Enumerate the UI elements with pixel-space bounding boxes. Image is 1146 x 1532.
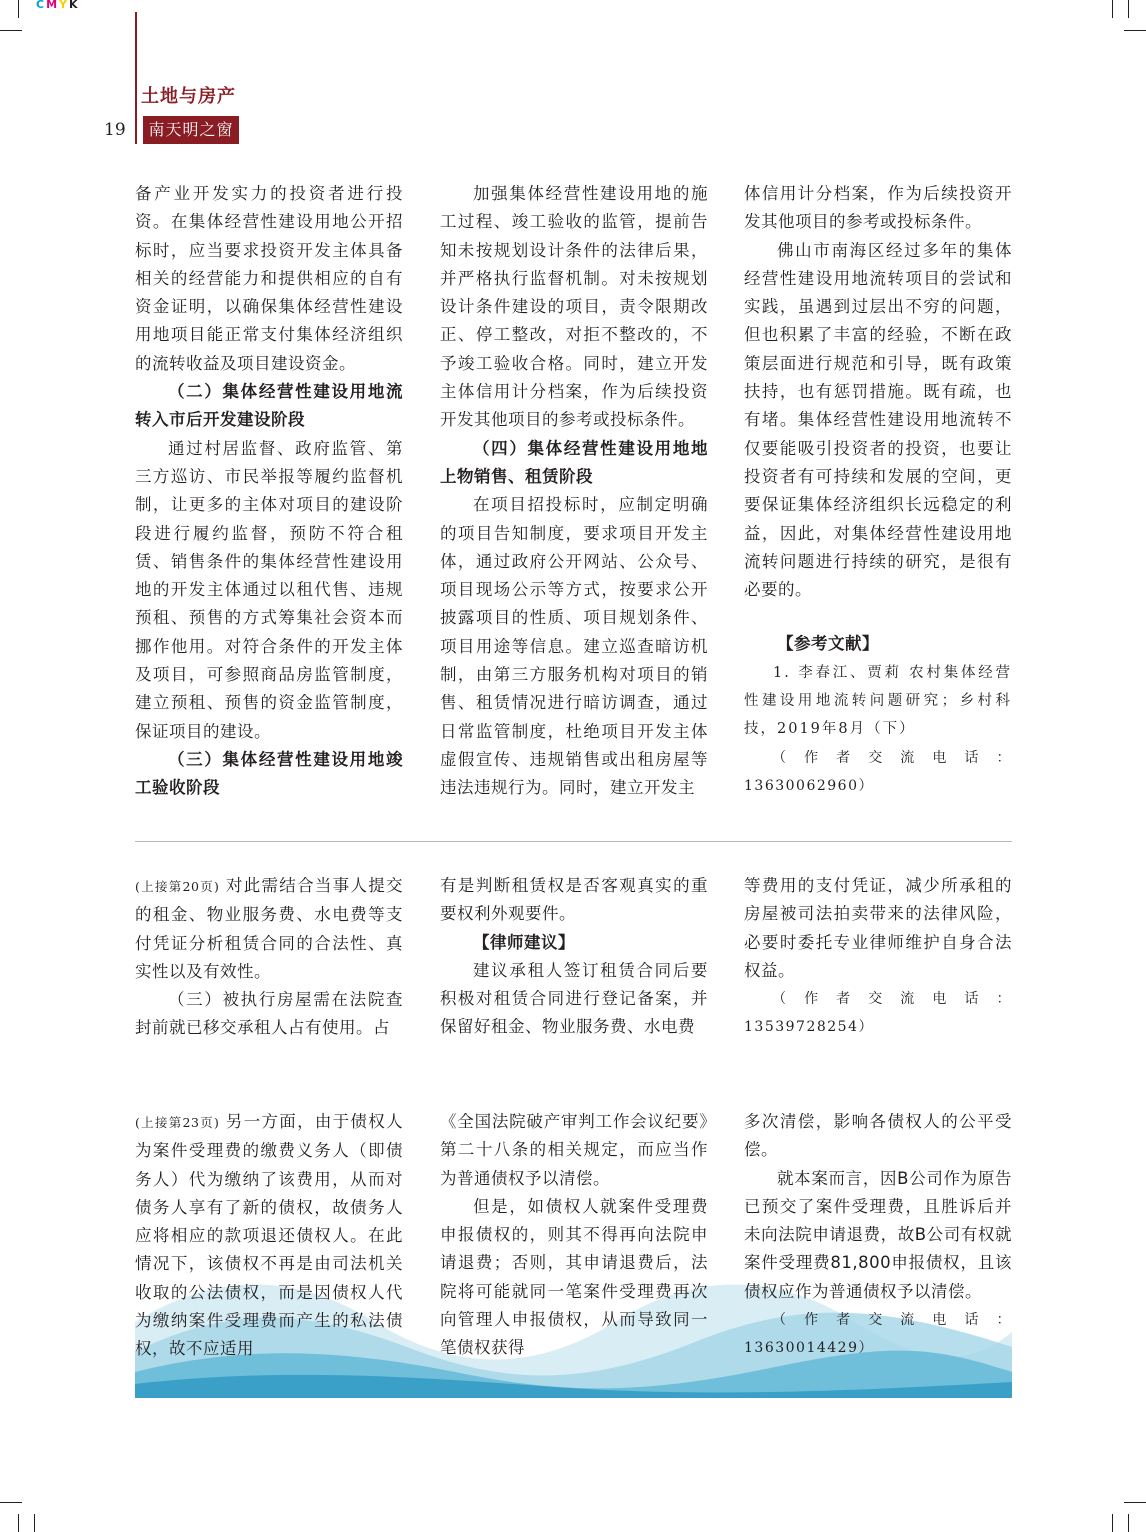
- author-contact: （作者交流电话：13630062960）: [744, 749, 1012, 794]
- cmyk-y: Y: [59, 0, 69, 11]
- article1-column1: [135, 180, 403, 803]
- article2-column3: [744, 872, 1012, 1042]
- crop-mark: [34, 1514, 35, 1532]
- continuation-note: (上接第23页): [135, 1115, 220, 1130]
- crop-mark: [1112, 0, 1113, 18]
- crop-mark: [18, 0, 19, 18]
- header-vertical-rule: [135, 12, 137, 144]
- author-contact: （作者交流电话：13630014429）: [744, 1312, 1012, 1357]
- section-title: 土地与房产: [141, 86, 236, 107]
- crop-mark: [1128, 0, 1129, 18]
- paragraph: 建议承租人签订租赁合同后要积极对租赁合同进行登记备案，并保留好租金、物业服务费、水电费: [440, 960, 708, 1037]
- article3-column1: [135, 1108, 403, 1364]
- article3-column3: [744, 1108, 1012, 1363]
- cmyk-c: C: [36, 0, 47, 11]
- continuation-note: (上接第20页): [135, 879, 220, 894]
- paragraph: 加强集体经营性建设用地的施工过程、竣工验收的监管，提前告知未按规划设计条件的法律后果，并严格执行监督机制。对未按规划设计条件建设的项目，责令限期改正、停工整改，对拒不整改的，不予竣工验收合格。同时，建立开发主体信用计分档案，作为后续投资开发其他项目的参考或投标条件。: [440, 184, 708, 430]
- cmyk-m: M: [46, 0, 60, 11]
- paragraph-text: 另一方面，由于债权人为案件受理费的缴费义务人（即债务人）代为缴纳了该费用，从而对债务人享有了新的债权，故债务人应将相应的款项退还债权人。在此情况下，该债权不再是由司法机关收取的公法债权，而是因债权人代为缴纳案件受理费而产生的私法债权，故不应适用: [135, 1112, 403, 1359]
- author-contact: （作者交流电话：13539728254）: [744, 991, 1012, 1036]
- cmyk-label: [36, 0, 80, 11]
- paragraph-text: 对此需结合当事人提交的租金、物业服务费、水电费等支付凭证分析租赁合同的合法性、真实性以及有效性。: [135, 876, 403, 981]
- paragraph: 但是，如债权人就案件受理费申报债权的，则其不得再向法院申请退费；否则，其申请退费后，法院将可能就同一笔案件受理费再次向管理人申报债权，从而导致同一笔债权获得: [440, 1196, 708, 1358]
- paragraph: [135, 872, 403, 986]
- cmyk-k: K: [69, 0, 80, 11]
- crop-mark: [0, 1502, 22, 1503]
- crop-mark: [18, 1514, 19, 1532]
- crop-mark: [1124, 1502, 1146, 1503]
- crop-mark: [1128, 1514, 1129, 1532]
- paragraph: 《全国法院破产审判工作会议纪要》第二十八条的相关规定，而应当作为普通债权予以清偿。: [440, 1112, 708, 1188]
- crop-mark: [1124, 30, 1146, 31]
- paragraph: [135, 1108, 403, 1364]
- section-heading: 【律师建议】: [473, 932, 575, 952]
- references-heading: 【参考文献】: [777, 634, 879, 654]
- paragraph: （三）被执行房屋需在法院查封前就已移交承租人占有使用。占: [135, 990, 403, 1038]
- paragraph: 通过村居监督、政府监管、第三方巡访、市民举报等履约监督机制，让更多的主体对项目的建设阶段进行履约监督，预防不符合租赁、销售条件的集体经营性建设用地的开发主体通过以租代售、违规预租、预售的方式筹集社会资本而挪作他用。对符合条件的开发主体及项目，可参照商品房监管制度，建立预租、预售的资金监管制度，保证项目的建设。: [135, 438, 403, 741]
- section-heading: （二）集体经营性建设用地流转入市后开发建设阶段: [135, 382, 403, 430]
- paragraph: 在项目招投标时，应制定明确的项目告知制度，要求项目开发主体，通过政府公开网站、公众号、项目现场公示等方式，按要求公开披露项目的性质、项目规划条件、项目用途等信息。建立巡查暗访机制，由第三方服务机构对项目的销售、租赁情况进行暗访调查，通过日常监管制度，杜绝项目开发主体虚假宣传、违规销售或出租房屋等违法违规行为。同时，建立开发主: [440, 495, 708, 798]
- article-divider: [135, 841, 1012, 842]
- reference-item: 1. 李春江、贾莉 农村集体经营性建设用地流转问题研究；乡村科技，2019年8月（下）: [744, 664, 1012, 738]
- paragraph: 等费用的支付凭证，减少所承租的房屋被司法拍卖带来的法律风险，必要时委托专业律师维护自身合法权益。: [744, 876, 1012, 980]
- paragraph: 备产业开发实力的投资者进行投资。在集体经营性建设用地公开招标时，应当要求投资开发主体具备相关的经营能力和提供相应的自有资金证明，以确保集体经营性建设用地项目能正常支付集体经济组织的流转收益及项目建设资金。: [135, 184, 403, 373]
- page-number: 19: [104, 120, 126, 140]
- paragraph: 有是判断租赁权是否客观真实的重要权利外观要件。: [440, 876, 708, 924]
- paragraph: 多次清偿，影响各债权人的公平受偿。: [744, 1112, 1012, 1160]
- article3-column2: [440, 1108, 708, 1363]
- paragraph: 体信用计分档案，作为后续投资开发其他项目的参考或投标条件。: [744, 184, 1012, 232]
- paragraph: 就本案而言，因B公司作为原告已预交了案件受理费，且胜诉后并未向法院申请退费，故B公司有权就案件受理费81,800申报债权，且该债权应作为普通债权予以清偿。: [744, 1168, 1012, 1301]
- section-heading: （三）集体经营性建设用地竣工验收阶段: [135, 749, 403, 798]
- article1-column3: [744, 180, 1012, 800]
- section-heading: （四）集体经营性建设用地地上物销售、租赁阶段: [440, 438, 708, 486]
- crop-mark: [0, 30, 22, 31]
- article2-column1: [135, 872, 403, 1043]
- article2-column2: [440, 872, 708, 1042]
- article1-column2: [440, 180, 708, 803]
- crop-mark: [1112, 1514, 1113, 1532]
- column-label: 南天明之窗: [143, 116, 239, 144]
- paragraph: 佛山市南海区经过多年的集体经营性建设用地流转项目的尝试和实践，虽遇到过层出不穷的问题，但也积累了丰富的经验，不断在政策层面进行规范和引导，既有政策扶持，也有惩罚措施。既有疏，也有堵。集体经营性建设用地流转不仅要能吸引投资者的投资，也要让投资者有可持续和发展的空间，更要保证集体经济组织长远稳定的利益，因此，对集体经营性建设用地流转问题进行持续的研究，是很有必要的。: [744, 240, 1012, 600]
